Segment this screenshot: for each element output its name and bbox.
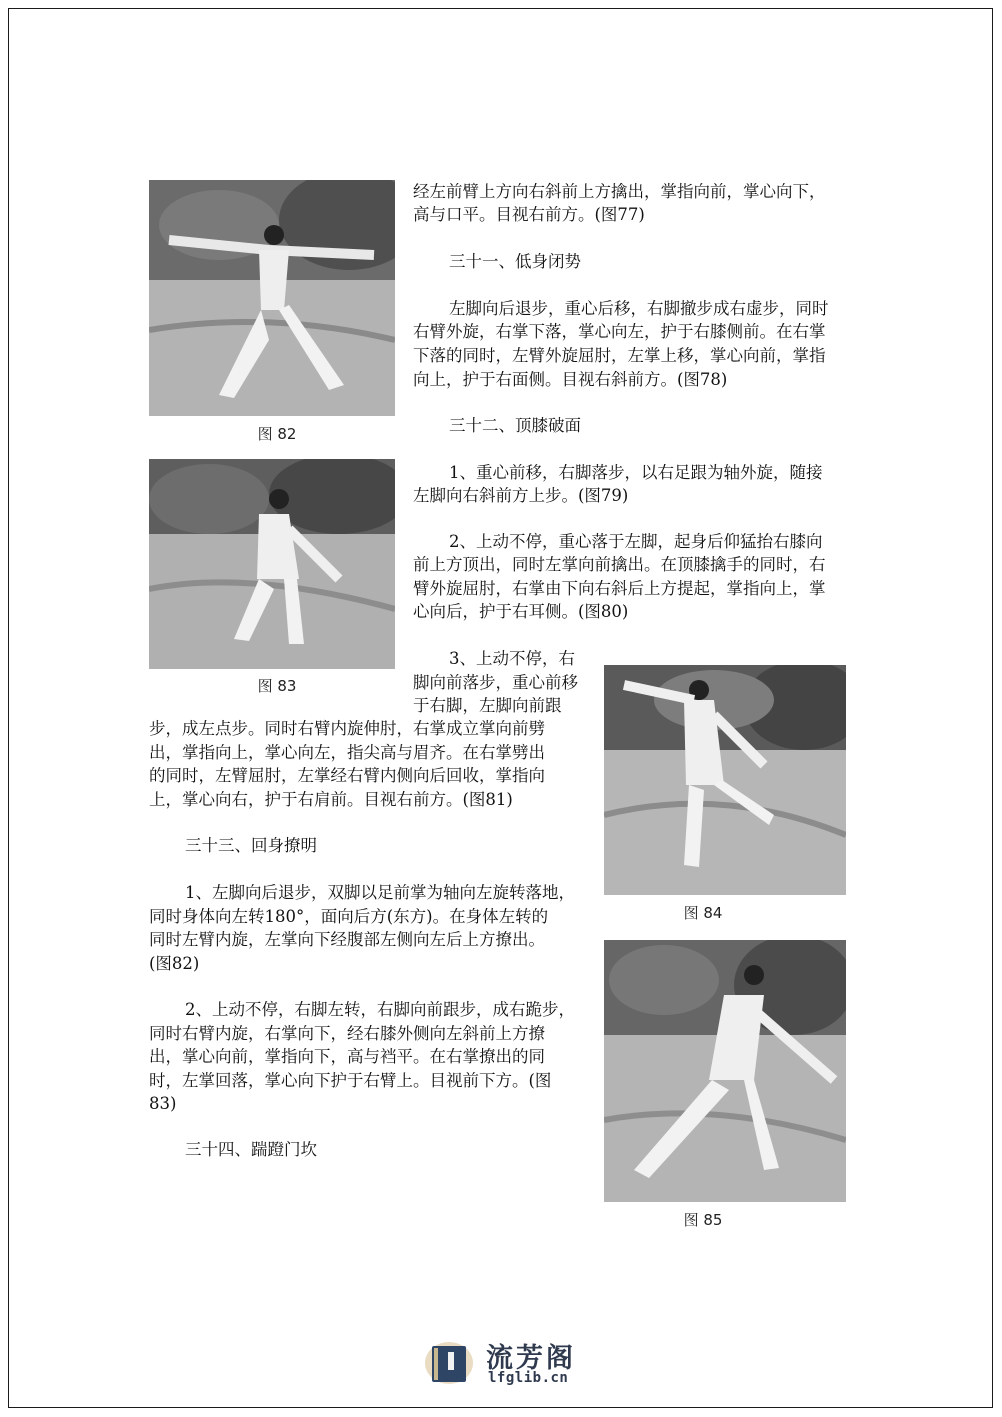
text-line: 出，掌指向上，掌心向左，指尖高与眉齐。在右掌劈出 (149, 743, 545, 762)
text-line: 1、左脚向后退步，双脚以足前掌为轴向左旋转落地， (185, 883, 575, 902)
text-line: 1、重心前移，右脚落步，以右足跟为轴外旋，随接 (449, 463, 823, 482)
text-line: 3、上动不停，右 (449, 649, 575, 668)
text-line: 心向后，护于右耳侧。(图80) (413, 602, 629, 621)
text-line: 时，左掌回落，掌心向下护于右臂上。目视前下方。(图 (149, 1071, 552, 1090)
text-line: 下落的同时，左臂外旋屈肘，左掌上移，掌心向前，掌指 (413, 346, 826, 365)
site-logo (424, 1336, 580, 1390)
text-line: 臂外旋屈肘，右掌由下向右斜后上方提起，掌指向上，掌 (413, 579, 826, 598)
section-heading: 三十二、顶膝破面 (449, 416, 581, 435)
photo-figure-85 (604, 940, 846, 1202)
text-line: 脚向前落步，重心前移 (413, 673, 578, 692)
text-line: 向上，护于右面侧。目视右斜前方。(图78) (413, 370, 728, 389)
text-line: 的同时，左臂屈肘，左掌经右臂内侧向后回收，掌指向 (149, 766, 545, 785)
figure-caption: 图 84 (683, 904, 723, 922)
photo-figure-84 (604, 665, 846, 895)
text-line: 同时身体向左转180°，面向后方(东方)。在身体左转的 (149, 907, 549, 926)
text-line: 同时左臂内旋，左掌向下经腹部左侧向左后上方撩出。 (149, 930, 545, 949)
text-line: 左脚向右斜前方上步。(图79) (413, 486, 629, 505)
section-heading: 三十三、回身撩明 (185, 836, 317, 855)
logo-title: 流芳阁 (486, 1343, 576, 1374)
logo-url: lfglib.cn (488, 1370, 569, 1386)
text-line: 83) (149, 1094, 177, 1113)
figure-caption: 图 85 (683, 1211, 723, 1229)
photo-figure-83 (149, 459, 395, 669)
text-line: 高与口平。目视右前方。(图77) (413, 205, 645, 224)
section-heading: 三十一、低身闭势 (449, 252, 581, 271)
figure-caption: 图 82 (257, 425, 297, 443)
text-line: 2、上动不停，右脚左转，右脚向前跟步，成右跪步， (185, 1000, 575, 1019)
text-line: 于右脚，左脚向前跟 (413, 696, 562, 715)
text-line: 出，掌心向前，掌指向下，高与裆平。在右掌撩出的同 (149, 1047, 545, 1066)
text-line: 左脚向后退步，重心后移，右脚撤步成右虚步，同时 (449, 299, 829, 318)
section-heading: 三十四、踹蹬门坎 (185, 1140, 317, 1159)
text-line: 经左前臂上方向右斜前上方擒出，掌指向前，掌心向下， (413, 182, 826, 201)
text-line: 上，掌心向右，护于右肩前。目视右前方。(图81) (149, 790, 513, 809)
text-line: 步，成左点步。同时右臂内旋伸肘，右掌成立掌向前劈 (149, 719, 545, 738)
text-line: 前上方顶出，同时左掌向前擒出。在顶膝擒手的同时，右 (413, 555, 826, 574)
figure-caption: 图 83 (257, 677, 297, 695)
book-icon (424, 1340, 474, 1386)
text-line: (图82) (149, 954, 200, 973)
text-line: 2、上动不停，重心落于左脚，起身后仰猛抬右膝向 (449, 532, 823, 551)
text-line: 右臂外旋，右掌下落，掌心向左，护于右膝侧前。在右掌 (413, 322, 826, 341)
text-line: 同时右臂内旋，右掌向下，经右膝外侧向左斜前上方撩 (149, 1024, 545, 1043)
photo-figure-82 (149, 180, 395, 416)
